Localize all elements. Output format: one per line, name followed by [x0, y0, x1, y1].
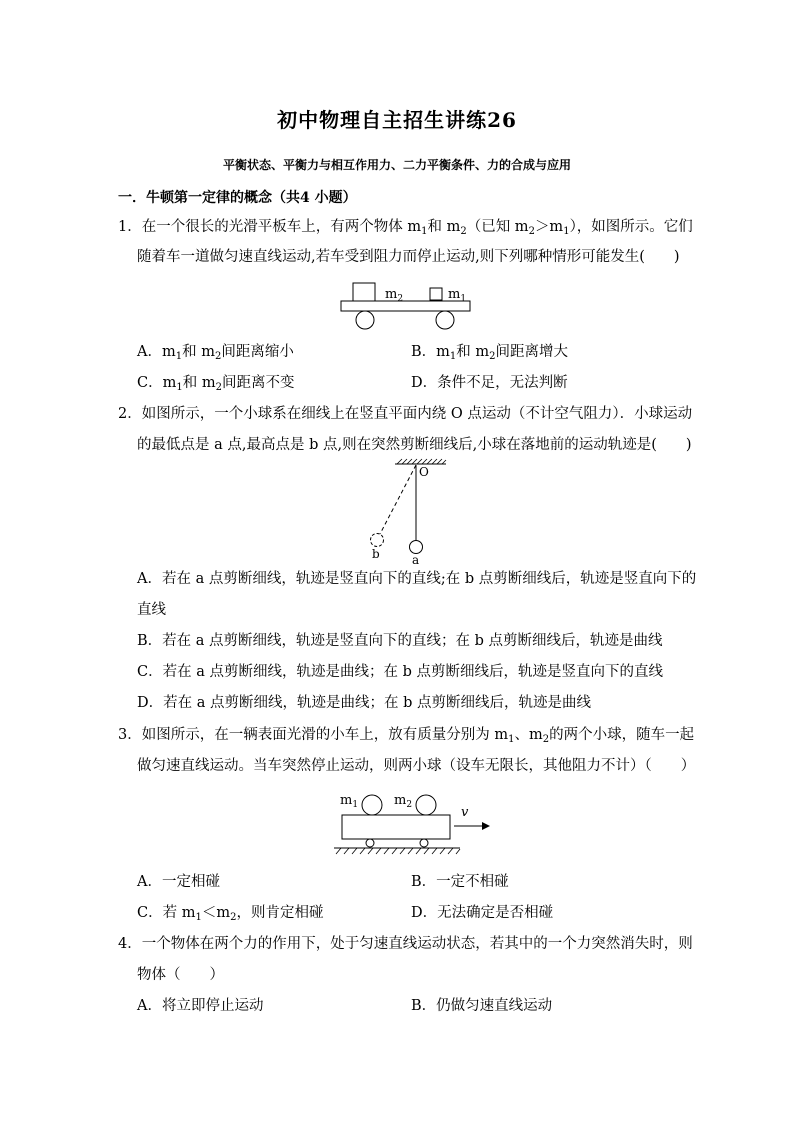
q3-option-a[interactable]: A．一定相碰	[137, 874, 220, 890]
q1-block-m2	[353, 283, 375, 301]
q2-pendulum-figure	[360, 458, 450, 570]
q4-line2: 物体（ ）	[137, 967, 224, 983]
q4-option-a[interactable]: A．将立即停止运动	[137, 998, 264, 1014]
q1-label-m2: $m_2$	[385, 287, 404, 304]
q3-ball-m1	[362, 795, 382, 815]
q1-block-m1	[430, 288, 442, 300]
q1-option-a[interactable]: A．$m_1$和 $m_2$间距离缩小	[137, 344, 294, 362]
q2-line1: 2．如图所示，一个小球系在细线上在竖直平面内绕 O 点运动（不计空气阻力）．小球运动	[118, 406, 693, 422]
q3-velocity-arrowhead	[482, 822, 490, 830]
q1-wheel-right	[436, 311, 454, 329]
q3-line1: 3．如图所示，在一辆表面光滑的小车上，放有质量分别为 $m_1$、$m_2$的两个小球，随车一起	[118, 727, 695, 745]
q3-label-m1: $m_1$	[340, 793, 359, 810]
q3-wheel-left	[366, 839, 374, 847]
q1-option-c[interactable]: C．$m_1$和 $m_2$间距离不变	[137, 375, 295, 393]
q3-option-b[interactable]: B．一定不相碰	[411, 874, 509, 890]
q4-option-b[interactable]: B．仍做匀速直线运动	[411, 998, 553, 1014]
q2-option-d[interactable]: D．若在 a 点剪断细线，轨迹是曲线；在 b 点剪断细线后，轨迹是曲线	[137, 695, 591, 711]
q3-wheel-right	[420, 839, 428, 847]
q2-option-a-line1[interactable]: A．若在 a 点剪断细线，轨迹是竖直向下的直线;在 b 点剪断细线后，轨迹是竖直向下的	[137, 571, 697, 587]
page-title: 初中物理自主招生讲练26	[277, 108, 517, 132]
q2-string-b-dashed	[380, 465, 416, 534]
q1-cart-figure	[335, 280, 480, 332]
page-subtitle: 平衡状态、平衡力与相互作用力、二力平衡条件、力的合成与应用	[222, 158, 571, 172]
q3-ground-hatch	[336, 848, 460, 854]
q1-cart-board	[341, 301, 470, 311]
q3-option-d[interactable]: D．无法确定是否相碰	[411, 905, 554, 921]
q2-label-a: a	[412, 553, 420, 567]
q4-line1: 4．一个物体在两个力的作用下，处于匀速直线运动状态，若其中的一个力突然消失时，则	[118, 936, 693, 952]
q2-line2: 的最低点是 a 点,最高点是 b 点,则在突然剪断细线后,小球在落地前的运动轨迹是( )	[137, 437, 692, 453]
q1-option-d[interactable]: D．条件不足，无法判断	[411, 375, 568, 391]
q1-label-m1: $m_1$	[448, 287, 467, 304]
q3-option-c[interactable]: C．若 $m_1<m_2$，则肯定相碰	[137, 905, 324, 923]
q2-option-c[interactable]: C．若在 a 点剪断细线，轨迹是曲线；在 b 点剪断细线后，轨迹是竖直向下的直线	[137, 664, 663, 680]
section-heading: 一．牛顿第一定律的概念（共4 小题）	[118, 190, 357, 206]
q3-label-v: v	[461, 805, 469, 820]
q2-option-b[interactable]: B．若在 a 点剪断细线，轨迹是竖直向下的直线；在 b 点剪断细线后，轨迹是曲线	[137, 633, 663, 649]
q1-line2: 随着车一道做匀速直线运动,若车受到阻力而停止运动,则下列哪种情形可能发生( )	[137, 249, 680, 265]
q1-line1: 1．在一个很长的光滑平板车上，有两个物体 $m_1$和 $m_2$（已知 $m_2>m_1$），如图所示。它们	[118, 219, 693, 237]
q3-line2: 做匀速直线运动。当车突然停止运动，则两小球（设车无限长，其他阻力不计）（ ）	[137, 758, 696, 774]
q2-ball-a	[410, 541, 423, 554]
q3-label-m2: $m_2$	[394, 793, 413, 810]
q1-wheel-left	[356, 311, 374, 329]
q2-ceiling-hatch	[397, 459, 446, 464]
q3-cart-figure	[330, 787, 490, 859]
q3-cart-body	[342, 815, 450, 839]
q2-label-o: O	[419, 465, 429, 479]
q2-ball-b-dashed	[371, 534, 384, 547]
q1-option-b[interactable]: B．$m_1$和 $m_2$间距离增大	[411, 344, 569, 362]
q2-option-a-line2[interactable]: 直线	[137, 602, 166, 618]
q2-label-b: b	[372, 547, 380, 561]
q3-ball-m2	[416, 795, 436, 815]
